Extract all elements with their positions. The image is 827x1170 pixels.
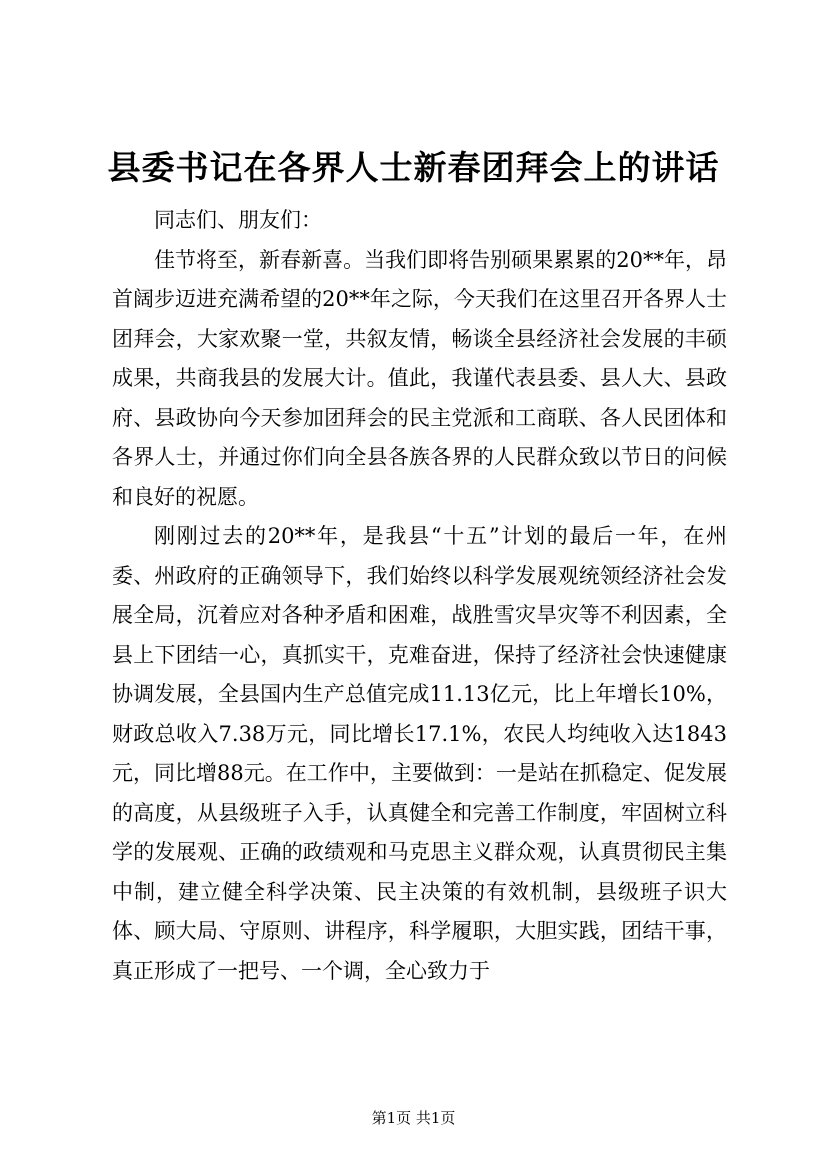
salutation: 同志们、朋友们： [154,208,322,232]
paragraph-1: 佳节将至，新春新喜。当我们即将告别硕果累累的20**年，昂首阔步迈进充满希望的20**年之际，今天我们在这里召开各界人士团拜会，大家欢聚一堂，共叙友情，畅谈全县经济社会发展的丰硕成果，共商我县的发展大计。值此，我谨代表县委、县人大、县政府、县政协向今天参加团拜会的民主党派和工商联、各人民团体和各界人士，并通过你们向全县各族各界的人民群众致以节日的问候和良好的祝愿。 [112,247,727,509]
document-title: 县委书记在各界人士新春团拜会上的讲话 [107,148,720,187]
paragraph-2: 刚刚过去的20**年，是我县“十五”计划的最后一年，在州委、州政府的正确领导下，我们始终以科学发展观统领经济社会发展全局，沉着应对各种矛盾和困难，战胜雪灾旱灾等不利因素，全县上下团结一心，真抓实干，克难奋进，保持了经济社会快速健康协调发展，全县国内生产总值完成11.13亿元，比上年增长10%，财政总收入7.38万元，同比增长17.1%，农民人均纯收入达1843元，同比增88元。在工作中，主要做到：一是站在抓稳定、促发展的高度，从县级班子入手，认真健全和完善工作制度，牢固树立科学的发展观、正确的政绩观和马克思主义群众观，认真贯彻民主集中制，建立健全科学决策、民主决策的有效机制，县级班子识大体、顾大局、守原则、讲程序，科学履职，大胆实践，团结干事，真正形成了一把号、一个调，全心致力于 [112,524,727,983]
page-footer: 第1页 共1页 [371,1109,456,1127]
document-body [112,201,727,991]
